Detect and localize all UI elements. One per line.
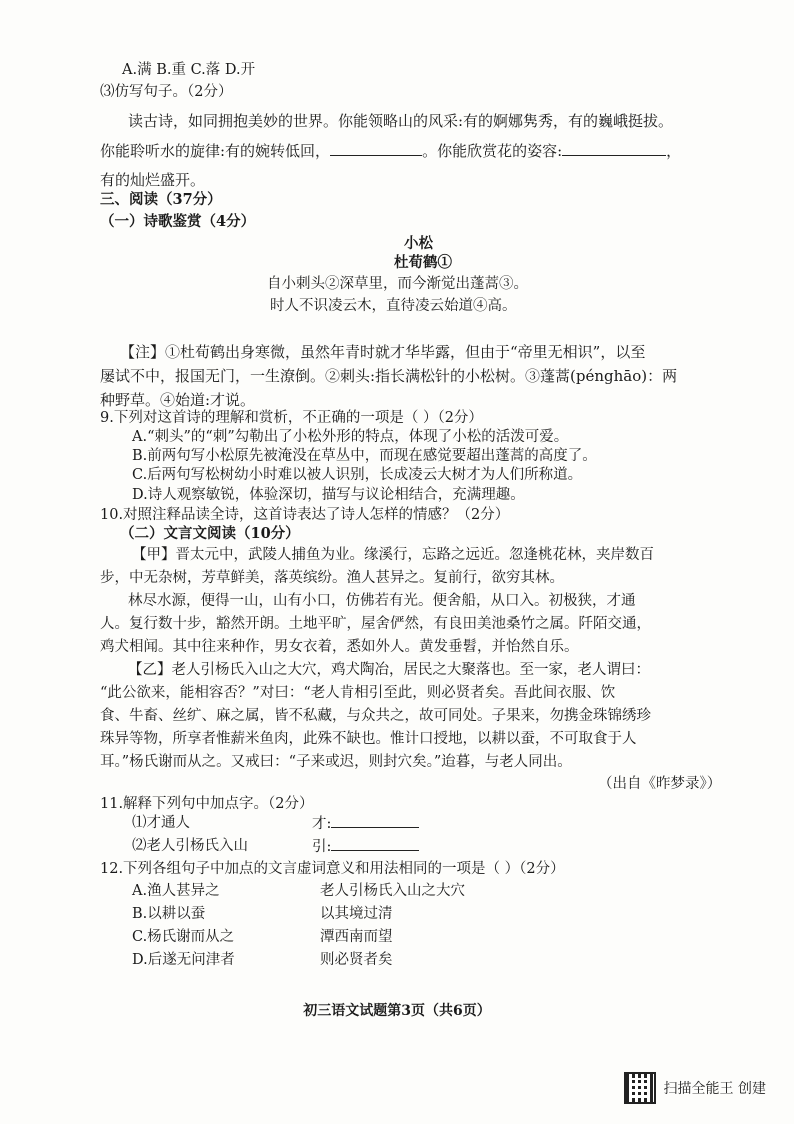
scanner-watermark [624, 1072, 766, 1104]
fill-blank[interactable] [562, 141, 666, 156]
q11-key [312, 836, 419, 857]
section-heading: 三、阅读（37分） [100, 191, 222, 208]
q11-key-label: 才: [312, 816, 332, 832]
subsection-heading: （二）文言文阅读（10分） [120, 525, 300, 542]
fill-blank[interactable] [330, 141, 422, 156]
choice-b[interactable]: B.以耕以蚕 [132, 906, 206, 922]
text-yi: 耳。”杨氏谢而从之。又戒曰：“子来或迟，则封穴矣。”迨暮，与老人同出。 [100, 754, 572, 770]
passage-line: 有的灿烂盛开。 [100, 171, 206, 189]
choice-c-pair: 潭西南而望 [320, 929, 393, 945]
question-12: 12.下列各组句子中加点的文言虚词意义和用法相同的一项是（ ）（2分） [100, 861, 565, 877]
choice-c[interactable]: C.杨氏谢而从之 [132, 929, 235, 945]
q11-item: ⑵老人引杨氏入山 [132, 838, 248, 854]
choice-b-pair: 以其境过清 [320, 906, 393, 922]
text-yi: 食、牛畜、丝纩、麻之属，皆不私藏，与众共之，故可同处。子果来，勿携金珠锦绣珍 [100, 708, 651, 724]
choice-d[interactable]: D.后遂无问津者 [132, 952, 235, 968]
source-note: （出自《昨梦录》） [598, 776, 722, 792]
note-line: 【注】①杜荀鹤出身寒微，虽然年青时就才华毕露，但由于“帝里无相识”，以至 [120, 343, 646, 361]
fill-blank[interactable] [331, 836, 419, 851]
poem-title: 小松 [404, 235, 433, 252]
option-line: A.满 B.重 C.落 D.开 [122, 62, 256, 78]
fill-blank[interactable] [331, 813, 419, 828]
passage-text: 你能聆听水的旋律:有的婉转低回， [100, 142, 331, 160]
note-line: 屡试不中，报国无门，一生潦倒。②刺头:指长满松针的小松树。③蓬蒿(pénghāo)：两 [100, 367, 678, 385]
text-yi: 【乙】老人引杨氏入山之大穴，鸡犬陶冶，居民之大聚落也。至一家，老人谓曰： [128, 662, 650, 678]
page-footer: 初三语文试题第3页（共6页） [303, 1003, 491, 1019]
note-line: 种野草。④始道:才说。 [100, 391, 256, 409]
poem-line: 自小刺头②深草里，而今渐觉出蓬蒿③。 [267, 276, 528, 292]
poem-line: 时人不识凌云木，直待凌云始道④高。 [270, 298, 517, 314]
q11-key [312, 813, 419, 834]
text-yi: 珠异等物，所享者惟薪米鱼肉，此殊不缺也。惟计口授地，以耕以蚕，不可取食于人 [100, 731, 637, 747]
text-jia: 步，中无杂树，芳草鲜美，落英缤纷。渔人甚异之。复前行，欲穷其林。 [100, 570, 564, 586]
choice-b[interactable]: B.前两句写小松原先被淹没在草丛中，而现在感觉要超出蓬蒿的高度了。 [132, 448, 597, 464]
poem-author: 杜荀鹤① [394, 254, 452, 271]
passage-line [100, 141, 681, 161]
text-jia: 鸡犬相闻。其中往来种作，男女衣着，悉如外人。黄发垂髫，并怡然自乐。 [100, 639, 579, 655]
text-jia: 人。复行数十步，豁然开朗。土地平旷，屋舍俨然，有良田美池桑竹之属。阡陌交通， [100, 616, 651, 632]
passage-text: 。你能欣赏花的姿容: [422, 142, 563, 160]
q11-key-label: 引: [312, 839, 332, 855]
choice-c[interactable]: C.后两句写松树幼小时难以被人识别，长成凌云大树才为人们所称道。 [132, 467, 583, 483]
choice-a[interactable]: A.渔人甚异之 [132, 883, 220, 899]
text-jia: 【甲】晋太元中，武陵人捕鱼为业。缘溪行，忘路之远近。忽逢桃花林，夹岸数百 [132, 547, 654, 563]
question-10: 10.对照注释品读全诗，这首诗表达了诗人怎样的情感？（2分） [100, 507, 510, 523]
passage-text: ， [666, 142, 682, 160]
question-11: 11.解释下列句中加点字。（2分） [100, 796, 314, 812]
question-9: 9.下列对这首诗的理解和赏析，不正确的一项是（ ）（2分） [100, 410, 483, 426]
choice-a[interactable]: A.“刺头”的“刺”勾勒出了小松外形的特点，体现了小松的活泼可爱。 [132, 429, 569, 445]
qr-code-icon [624, 1072, 656, 1104]
text-jia: 林尽水源，便得一山，山有小口，仿佛若有光。便舍船，从口入。初极狭，才通 [128, 593, 636, 609]
choice-a-pair: 老人引杨氏入山之大穴 [320, 883, 465, 899]
subsection-heading: （一）诗歌鉴赏（4分） [100, 213, 256, 230]
choice-d-pair: 则必贤者矣 [320, 952, 393, 968]
text-yi: “此公欲来，能相容否？”对曰：“老人肯相引至此，则必贤者矣。吾此间衣服、饮 [100, 685, 616, 701]
watermark-text: 扫描全能王 创建 [663, 1081, 766, 1097]
question-imitate: ⑶仿写句子。（2分） [100, 84, 233, 100]
passage-line: 读古诗，如同拥抱美妙的世界。你能领略山的风采:有的婀娜隽秀，有的巍峨挺拔。 [128, 112, 674, 130]
q11-item: ⑴才通人 [132, 815, 190, 831]
choice-d[interactable]: D.诗人观察敏锐，体验深切，描写与议论相结合，充满理趣。 [132, 487, 525, 503]
